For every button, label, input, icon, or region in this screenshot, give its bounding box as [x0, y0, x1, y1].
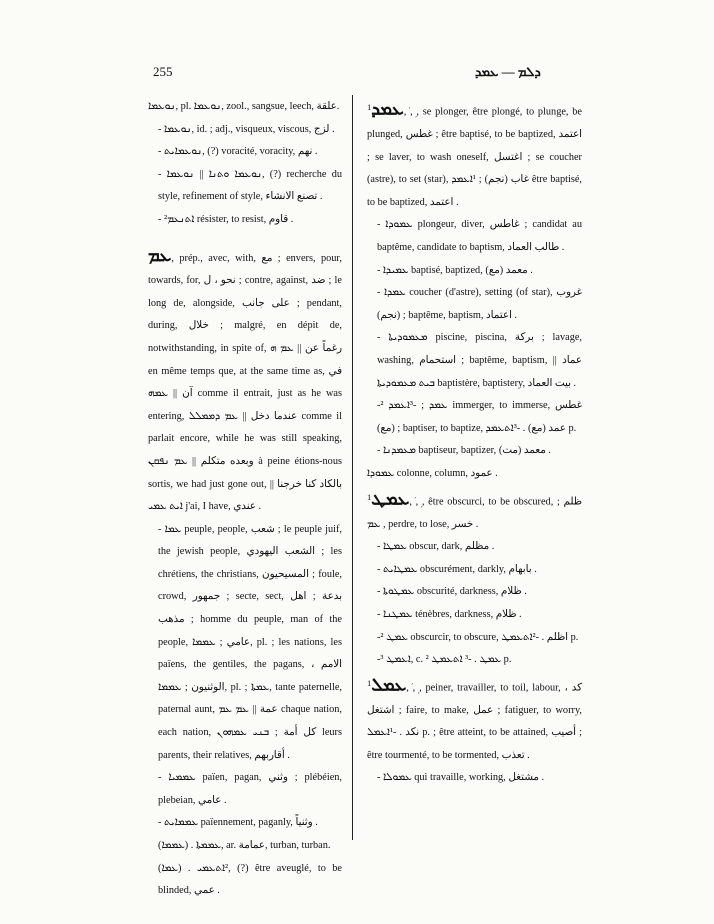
headword-amal: ܥܡܠ: [371, 674, 407, 695]
entry-r8: ܥܡܘܕܐ colonne, column, عمود .: [367, 467, 498, 479]
entry-r14: -² ܥܡܛ obscurcir, to obscure, اظلم . -²ܐܬܥܡܛ p.: [377, 631, 579, 643]
entry-r9: [367, 486, 582, 537]
entry-r11: - ܥܡܛܐܝܬ obscurément, darkly, بابهام .: [377, 563, 537, 575]
entry-r15: -³ ܐܥܡܛ, c. ² ܥܡܛ . -³ ܐܬܥܡܛ p.: [377, 654, 512, 666]
homonym-number: 1: [367, 491, 372, 502]
headword-amat: ܥܡܛ: [371, 487, 410, 508]
entry-r5: - ܡܥܡܘܕܝܬܐ piscine, piscina, بركة ; lavage, washing, استحمام ; baptême, baptism, عماد || ܒܝܬ ܡܥܡܘܕܝܬܐ baptistère, baptistery, بيت العماد .: [377, 332, 582, 389]
entry-l6: [148, 244, 342, 519]
entry-r10: - ܥܡܛܐ obscur, dark, مظلم .: [377, 541, 495, 553]
entry-l8: - ܥܡܡܝܐ païen, pagan, وثني ; plébéien, plebeian, عامي .: [158, 772, 342, 806]
entry-r7: - ܡܥܡܕܢܐ baptiseur, baptizer, معمد (مت) .: [377, 445, 551, 457]
entry-l3: - ܢܘܥܡܐܝܬ, (?) voracité, voracity, نهم .: [158, 146, 318, 158]
entry-l2: - ܢܘܥܡܐ, id. ; adj., visqueux, viscous, لزج .: [158, 123, 335, 135]
headword-amad: ܥܡܕ: [371, 98, 404, 119]
left-column: [148, 96, 342, 903]
entry-r1: [367, 96, 582, 214]
entry-r12: - ܥܡܛܘܬܐ obscurité, darkness, ظلام .: [377, 586, 527, 598]
entry-r13: - ܥܡܛܢܐ ténèbres, darkness, ظلام .: [377, 608, 522, 620]
homonym-number: 1: [367, 102, 372, 112]
entry-gap: [148, 232, 342, 244]
entry-l9: - ܥܡܡܐܝܬ païennement, paganly, وثنياً .: [158, 817, 318, 829]
entry-l10: (ܥܡܡܐ) . ܥܡܡܬܐ, ar. عمامة, turban, turban.: [158, 840, 331, 851]
entry-l11: (ܥܡܐ) . ²ܐܬܥܡܝ, (?) être aveuglé, to be blinded, عمي .: [158, 862, 342, 897]
entry-r17: - ܥܡܘܠܐ qui travaille, working, مشتغل .: [377, 772, 545, 784]
entry-r1-text: , ܿ, ܼ, se plonger, être plongé, to plunge, be plunged, غطس ; être baptisé, to be baptized, اعتمد ; se laver, to wash oneself, اغتسل ; se coucher (astre), to set (star), غاب (نجم) ; ¹ܐܥܡܕ être baptisé, to be baptized, اعتمد .: [367, 106, 582, 208]
entry-r16: [367, 672, 582, 768]
right-column: [367, 96, 582, 790]
page-number: 255: [153, 64, 173, 79]
entry-l7: - ܥܡܐ peuple, people, شعب ; le peuple juif, the jewish people, الشعب اليهودي ; les chrétiens, the christians, المسيحيون ; foule, crowd, جمهور ; secte, sect, بدعة ; اهل مذهب ; homme du peuple, man of the people, عامي ; ܥܡܡܐ, pl. ; les nations, les païens, the gentiles, the pagans, الامم ، الوثنيون ; ܥܡܡܐ, pl. ; ܥܡܬܐ, tante paternelle, paternal aunt, عمة || ܥܡ ܥܡ chaque nation, each nation, كل أمة ; ܒܢܝ ܥܡܗܘܢ leurs parents, their relatives, أقاربهم .: [158, 523, 343, 761]
entry-r3: - ܥܡܝܕܐ baptisé, baptized, معمد (مع) .: [377, 264, 533, 276]
entry-l5: - ²ܐܬܢܥܡ résister, to resist, قاوم .: [158, 213, 294, 225]
entry-r4: - ܥܡܕܐ coucher (d'astre), setting (of star), غروب (نجم) ; baptême, baptism, اعتماد .: [377, 287, 582, 321]
entry-l4: - ܢܘܥܡܐ ܘܬܢܐ || ܢܘܥܡܐ, (?) recherche du style, refinement of style, تصنع الانشاء .: [158, 168, 342, 203]
entry-l1: ܢܘܥܡܐ, pl. ܢܘܥܡܐ, zool., sangsue, leech, علقة.: [148, 101, 340, 112]
entry-r16-text: , ܿ, ܼ, peiner, travailler, to toil, labour, كد ، اشتغل ; faire, to make, عمل ; fatiguer, to worry, نكد . -¹ܐܥܡܠ p. ; être atteint, to be attained, أصيب ; être tourmenté, to be tormented, تعذب .: [367, 682, 583, 761]
headword-am: ܥܡ: [148, 244, 172, 265]
entry-r9-text: , ܿ, ܼ, être obscurci, to be obscured, ظلم ; ܥܡ , perdre, to lose, خسر .: [367, 495, 582, 530]
column-divider: [352, 95, 353, 840]
running-head: ܕܠܡ — ܥܡܕ: [475, 64, 541, 79]
homonym-number: 1: [367, 677, 372, 688]
entry-r6: -² ܥܡܕ ; -³ܐܥܡܕ immerger, to immerse, غطس (مع) ; baptiser, to baptize, عمد (مع) . -³ܐܬܥܡܕ p.: [377, 400, 582, 434]
entry-r2: - ܥܡܘܕܐ plongeur, diver, غاطس ; candidat au baptême, candidate to baptism, طالب العماد .: [377, 219, 582, 253]
entry-l6-text: , prép., avec, with, مع ; envers, pour, towards, for, نحو ، ل ; contre, against, ضد ; le long de, alongside, على جانب ; pendant, during, خلال ; malgré, en dépit de, notwithstanding, in spite of, رغماً عن || ܥܡ ܗ en même temps que, at the same time as, في آن || ܥܡܗ comme il entrait, just as he was entering, عندما دخل || ܥܡ ܕܡܡܠܠ comme il parlait encore, while he was still speaking, وبعده متكلم || ܥܡ ܢܦܩܢ à peine étions-nous sortis, we had just gone out, بالكاد كنا خرجنا || ܐܝܬ ܥܡܝ j'ai, I have, عندي .: [148, 252, 343, 513]
